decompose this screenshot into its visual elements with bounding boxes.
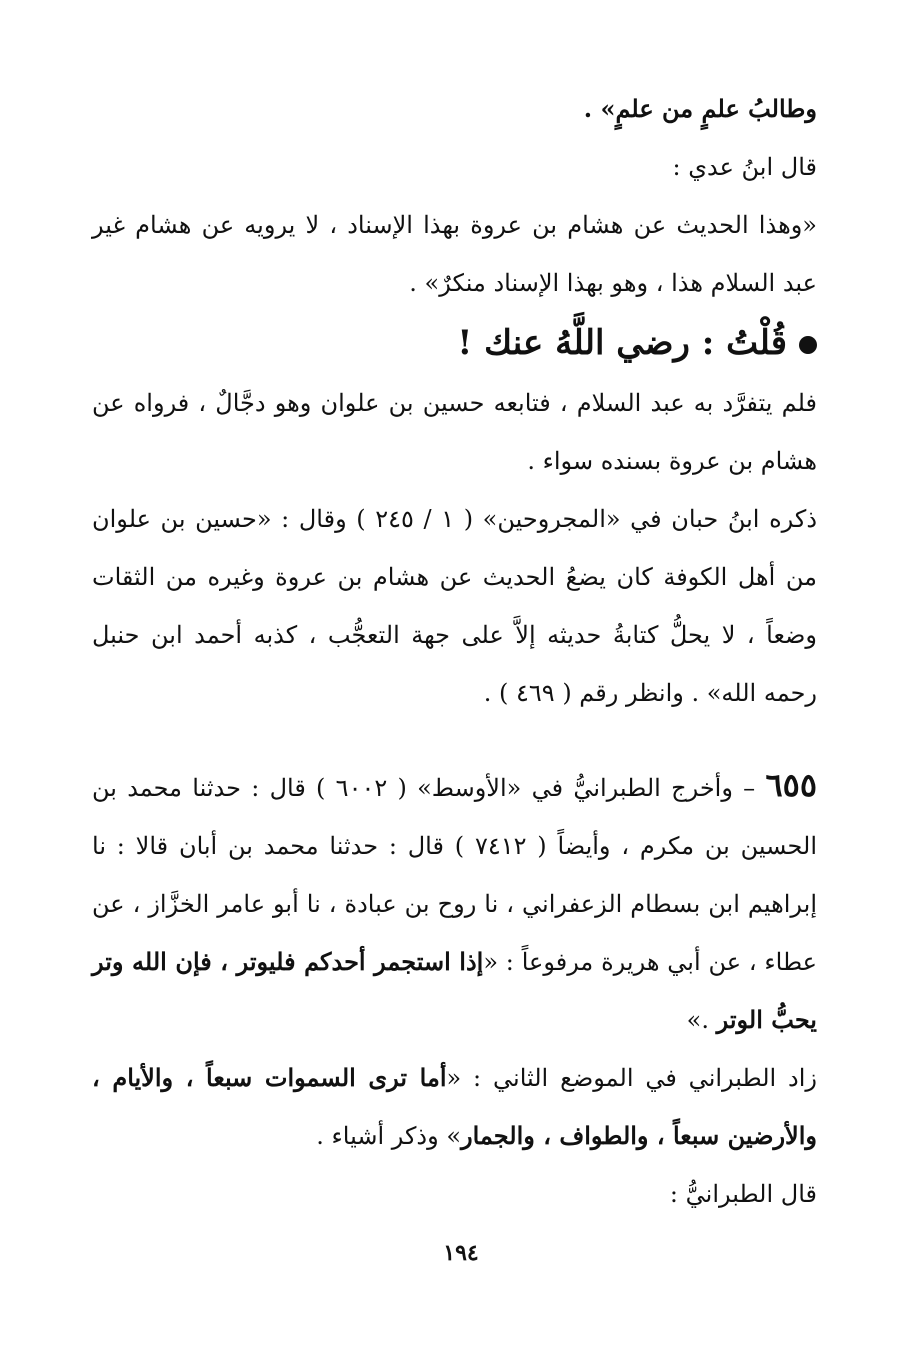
paragraph-7-end: » وذكر أشياء . (316, 1122, 462, 1150)
paragraph-1: وطالبُ علمٍ من علمٍ» . (583, 94, 817, 123)
paragraph-5: ذكره ابنُ حبان في «المجروحين» ( ١ / ٢٤٥ ) وقال : «حسين بن علوان من أهل الكوفة كان يضعُ الحديث عن هشام بن عروة وغيره من الثقات وضعاً ، لا يحلُّ كتابةُ حديثه إلاَّ على جهة التعجُّب ، كذبه أحمد ابن حنبل رحمه الله» . وانظر رقم ( ٤٦٩ ) . (92, 505, 818, 707)
section-heading (92, 312, 817, 374)
hadith-number: ٦٥٥ (765, 766, 817, 804)
paragraph-7 (92, 1049, 817, 1165)
hadith-text: إذا استجمر أحدكم فليوتر ، فإن الله وتر يحبُّ الوتر (92, 947, 817, 1034)
paragraph-7-intro: زاد الطبراني في الموضع الثاني : « (446, 1064, 817, 1092)
paragraph-6 (92, 756, 817, 1049)
paragraph-3: «وهذا الحديث عن هشام بن عروة بهذا الإسناد ، لا يرويه عن هشام غير عبد السلام هذا ، وهو بهذا الإسناد منكرٌ» . (92, 211, 817, 297)
paragraph-6-end: .» (686, 1006, 717, 1034)
paragraph-6-intro: – وأخرج الطبرانيُّ في «الأوسط» ( ٦٠٠٢ ) قال : حدثنا محمد بن الحسين بن مكرم ، وأيضاً ( ٧٤١٢ ) قال : حدثنا محمد بن أبان قالا : نا إبراهيم ابن بسطام الزعفراني ، نا روح بن عبادة ، نا أبو عامر الخزَّاز ، عن عطاء ، عن أبي هريرة مرفوعاً : « (92, 774, 818, 976)
paragraph-4: فلم يتفرَّد به عبد السلام ، فتابعه حسين بن علوان وهو دجَّالٌ ، فرواه عن هشام بن عروة بسنده سواء . (92, 389, 817, 475)
addition-text: أما ترى السموات سبعاً ، والأيام ، والأرضين سبعاً ، والطواف ، والجمار (92, 1063, 817, 1150)
spacer (92, 722, 817, 756)
page-number: ١٩٤ (443, 1240, 479, 1266)
heading-text: قُلْتُ : رضي اللَّهُ عنك ! (457, 323, 787, 363)
paragraph-8: قال الطبرانيُّ : (669, 1180, 817, 1208)
paragraph-2: قال ابنُ عدي : (672, 153, 817, 181)
bullet-icon (799, 336, 817, 354)
page-body (92, 80, 817, 1223)
